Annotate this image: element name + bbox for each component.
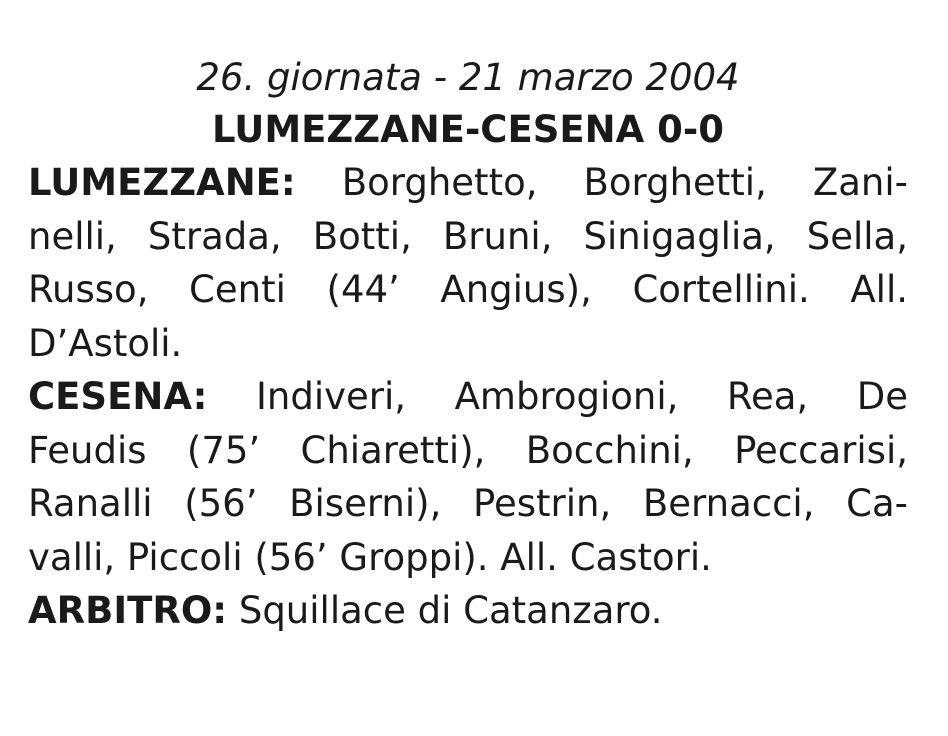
match-report xyxy=(28,52,908,638)
lumezzane-text-1: Borghetto, Borghetti, Zani- xyxy=(295,161,908,204)
lumezzane-line-1 xyxy=(28,156,908,210)
cesena-lineup xyxy=(28,370,908,584)
lumezzane-label: LUMEZZANE: xyxy=(28,161,296,204)
cesena-line-3: Ranalli (56’ Biserni), Pestrin, Bernacci, Ca- xyxy=(28,482,908,525)
referee-line xyxy=(28,584,908,638)
referee-info xyxy=(28,584,908,638)
matchday-date: 26. giornata - 21 marzo 2004 xyxy=(196,56,740,99)
cesena-label: CESENA: xyxy=(28,375,208,418)
lumezzane-lineup xyxy=(28,156,908,370)
cesena-line-1 xyxy=(28,370,908,424)
lumezzane-line-2: nelli, Strada, Botti, Bruni, Sinigaglia, Sella, xyxy=(28,214,908,258)
cesena-line-2: Feudis (75’ Chiaretti), Bocchini, Peccarisi, xyxy=(28,428,908,472)
cesena-text-1: Indiveri, Ambrogioni, Rea, De xyxy=(207,375,908,418)
referee-label: ARBITRO: xyxy=(28,589,228,632)
referee-text: Squillace di Catanzaro. xyxy=(227,589,663,632)
cesena-line-4: valli, Piccoli (56’ Groppi). All. Castori. xyxy=(28,535,712,579)
match-result: LUMEZZANE-CESENA 0-0 xyxy=(212,108,724,151)
lumezzane-line-3: Russo, Centi (44’ Angius), Cortellini. All. xyxy=(28,268,908,311)
lumezzane-line-4: D’Astoli. xyxy=(28,321,183,365)
